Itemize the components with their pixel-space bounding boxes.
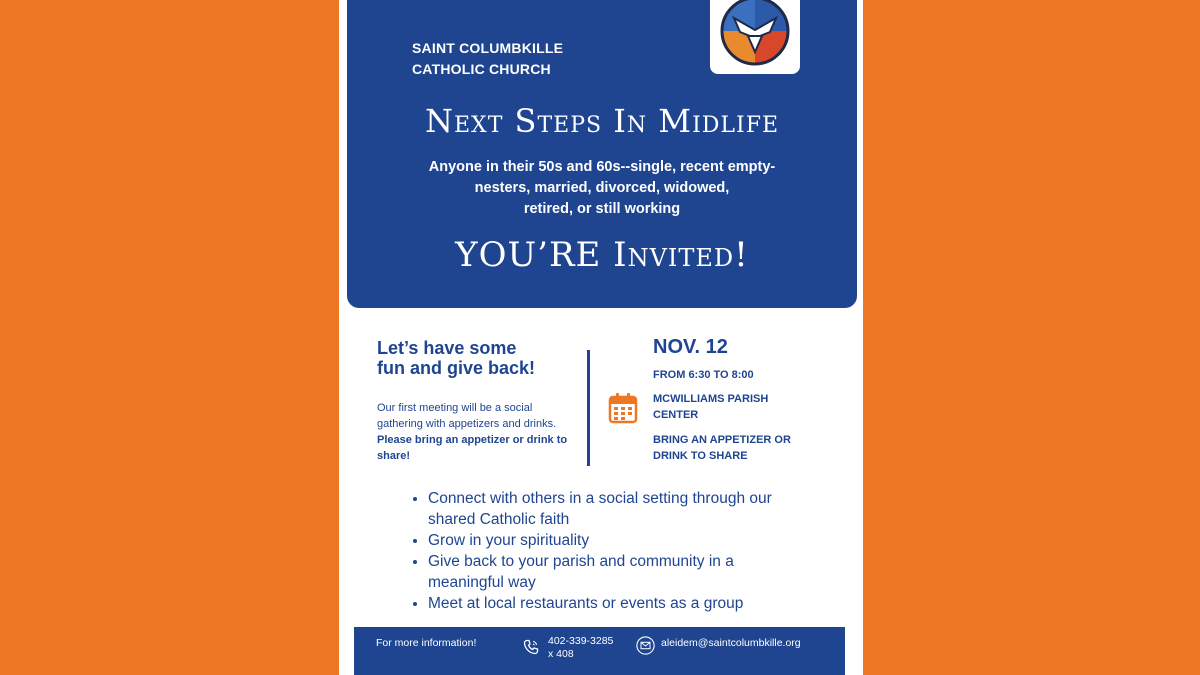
list-item: • Meet at local restaurants or events as a group: [428, 593, 809, 614]
intro-body: [377, 400, 577, 464]
phone-extension: x 408: [548, 648, 574, 660]
header-banner: [347, 0, 857, 308]
event-details: [653, 335, 823, 464]
more-info-label: For more information!: [376, 637, 477, 649]
church-name: [412, 38, 563, 80]
audience-line2: nesters, married, divorced, widowed,: [474, 180, 730, 196]
event-time: FROM 6:30 TO 8:00: [653, 369, 754, 381]
flyer: [339, 0, 863, 675]
bring-note-line2: DRINK TO SHARE: [653, 450, 748, 462]
event-location-line1: MCWILLIAMS PARISH: [653, 393, 769, 405]
contact-footer: [354, 627, 845, 675]
intro-body-text: Our first meeting will be a social gathering with appetizers and drinks.: [377, 402, 557, 430]
bring-note-line1: BRING AN APPETIZER OR: [653, 434, 791, 446]
church-logo: [710, 0, 800, 74]
intro-section: [377, 338, 577, 464]
mail-icon: [636, 636, 655, 655]
event-location-line2: CENTER: [653, 409, 699, 421]
church-name-line1: SAINT COLUMBKILLE: [412, 40, 564, 56]
invite-heading: YOU’RE Invited!: [455, 235, 749, 275]
list-item: • Grow in your spirituality: [428, 530, 809, 551]
audience-line1: Anyone in their 50s and 60s--single, recent empty-: [428, 159, 776, 175]
event-location: [653, 391, 823, 423]
vertical-divider: [587, 350, 590, 466]
intro-heading-line2: fun and give back!: [377, 358, 536, 378]
intro-heading: [377, 338, 577, 378]
church-name-line2: CATHOLIC CHURCH: [412, 61, 551, 77]
list-item: • Connect with others in a social setting through our shared Catholic faith: [428, 488, 809, 530]
audience-description: [407, 157, 797, 220]
event-date: NOV. 12: [653, 336, 728, 358]
phone-number-line1: 402-339-3285: [548, 635, 614, 647]
stained-glass-dove-logo-icon: [720, 0, 790, 66]
intro-body-bold: Please bring an appetizer or drink to share!: [377, 434, 568, 462]
phone-number[interactable]: [548, 635, 613, 661]
intro-heading-line1: Let’s have some: [377, 338, 517, 358]
benefits-list: [409, 488, 809, 614]
audience-line3: retired, or still working: [523, 201, 681, 217]
bring-note: [653, 432, 823, 464]
event-title: Next Steps In Midlife: [424, 102, 780, 140]
calendar-icon: [608, 392, 638, 424]
phone-icon: [523, 639, 539, 655]
list-item: • Give back to your parish and community in a meaningful way: [428, 551, 809, 593]
email-address[interactable]: aleidem@saintcolumbkille.org: [661, 637, 801, 649]
